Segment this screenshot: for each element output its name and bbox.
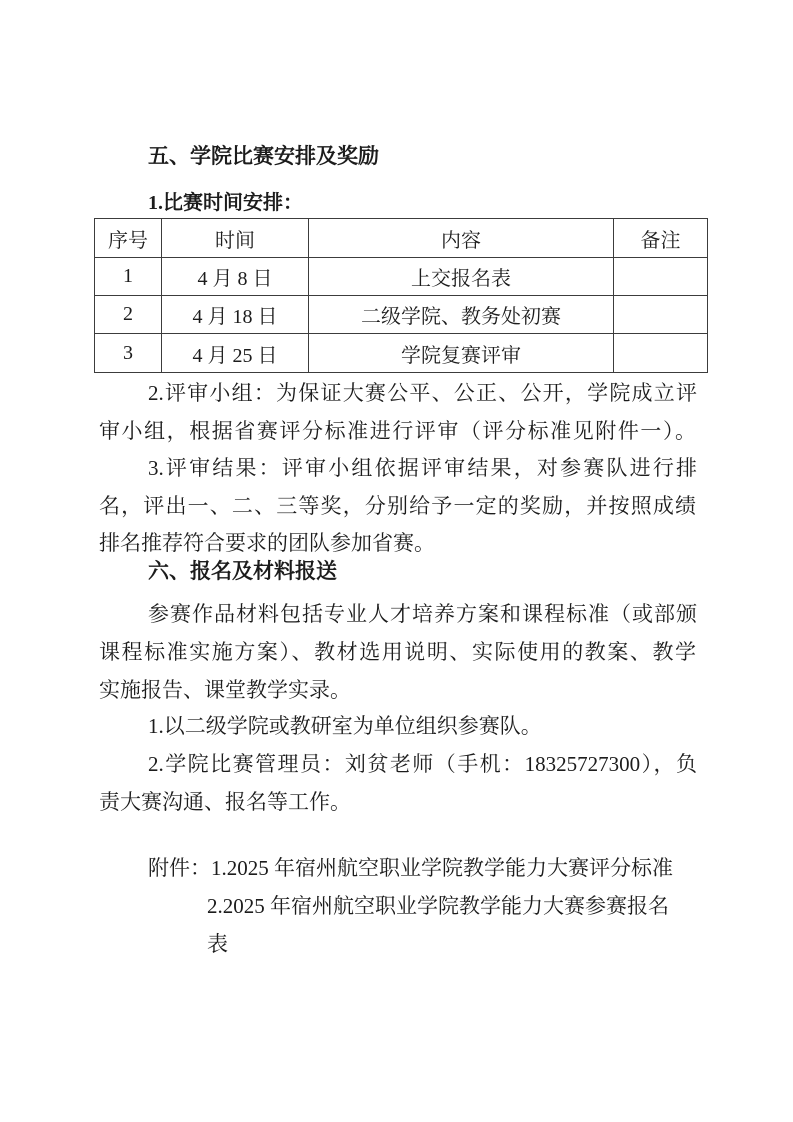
header-cell-content: 内容 xyxy=(309,219,614,258)
review-group-line-2: 审小组，根据省赛评分标准进行评审（评分标准见附件一）。 xyxy=(99,419,696,443)
item1-line: 1.以二级学院或教研室为单位组织参赛队。 xyxy=(148,714,542,738)
attachments-line-1: 附件：1.2025 年宿州航空职业学院教学能力大赛评分标准 xyxy=(148,856,673,880)
attachments-line-2: 2.2025 年宿州航空职业学院教学能力大赛参赛报名 xyxy=(207,894,669,918)
materials-line-2: 课程标准实施方案）、教材选用说明、实际使用的教案、教学 xyxy=(99,640,696,664)
cell-time: 4 月 18 日 xyxy=(162,296,309,334)
cell-content: 学院复赛评审 xyxy=(309,334,614,373)
review-result-line-1: 3.评审结果：评审小组依据评审结果，对参赛队进行排 xyxy=(148,456,697,480)
materials-line-1: 参赛作品材料包括专业人才培养方案和课程标准（或部颁 xyxy=(148,602,697,626)
table-row xyxy=(95,258,708,296)
table-row xyxy=(95,334,708,373)
schedule-table-header-row xyxy=(95,219,708,258)
cell-no: 2 xyxy=(95,296,162,334)
cell-time: 4 月 25 日 xyxy=(162,334,309,373)
section6-heading: 六、报名及材料报送 xyxy=(148,560,337,583)
materials-line-3: 实施报告、课堂教学实录。 xyxy=(99,678,351,702)
cell-time: 4 月 8 日 xyxy=(162,258,309,296)
schedule-table xyxy=(94,218,708,373)
header-cell-no: 序号 xyxy=(95,219,162,258)
table-row xyxy=(95,296,708,334)
schedule-label: 1.比赛时间安排： xyxy=(148,192,303,214)
cell-no: 3 xyxy=(95,334,162,373)
section5-heading: 五、学院比赛安排及奖励 xyxy=(148,145,379,168)
cell-no: 1 xyxy=(95,258,162,296)
cell-note xyxy=(614,334,708,373)
item2-line-2: 责大赛沟通、报名等工作。 xyxy=(99,790,351,814)
header-cell-note: 备注 xyxy=(614,219,708,258)
item2-line-1: 2.学院比赛管理员：刘贫老师（手机：18325727300），负 xyxy=(148,752,697,776)
attachments-line-3: 表 xyxy=(207,932,228,956)
header-cell-time: 时间 xyxy=(162,219,309,258)
review-result-line-2: 名，评出一、二、三等奖，分别给予一定的奖励，并按照成绩 xyxy=(99,494,696,518)
cell-content: 二级学院、教务处初赛 xyxy=(309,296,614,334)
cell-content: 上交报名表 xyxy=(309,258,614,296)
review-group-line-1: 2.评审小组：为保证大赛公平、公正、公开，学院成立评 xyxy=(148,381,697,405)
cell-note xyxy=(614,258,708,296)
cell-note xyxy=(614,296,708,334)
review-result-line-3: 排名推荐符合要求的团队参加省赛。 xyxy=(99,531,435,555)
